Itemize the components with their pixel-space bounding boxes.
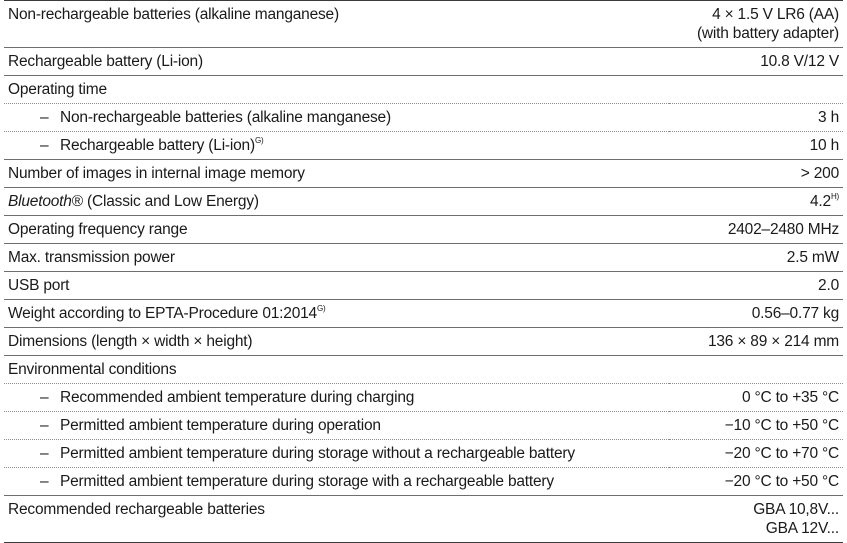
spec-label-text: Weight according to EPTA-Procedure 01:2014 xyxy=(8,305,317,322)
table-row xyxy=(4,1,843,48)
spec-sub-label-text: Non-rechargeable batteries (alkaline manganese) xyxy=(60,109,391,126)
spec-value-line: GBA 10,8V... xyxy=(753,501,839,518)
spec-value: 10 h xyxy=(809,137,839,154)
spec-sub-label-text: Permitted ambient temperature during operation xyxy=(60,417,381,434)
table-row xyxy=(4,76,843,104)
spec-value: −10 °C to +50 °C xyxy=(724,417,839,434)
footnote-marker: G) xyxy=(254,136,264,145)
spec-value xyxy=(669,1,843,48)
spec-value xyxy=(669,496,843,543)
spec-label xyxy=(4,300,669,328)
spec-label: Rechargeable battery (Li-ion) xyxy=(8,53,203,70)
spec-value: 0.56–0.77 kg xyxy=(751,305,839,322)
spec-sub-label-text: Rechargeable battery (Li-ion) xyxy=(60,137,255,154)
dash-marker: – xyxy=(40,389,49,406)
dash-marker: – xyxy=(40,109,49,126)
table-row xyxy=(4,440,843,468)
table-row xyxy=(4,468,843,496)
table-row xyxy=(4,328,843,356)
spec-sub-label xyxy=(4,412,669,440)
spec-label-text: ® (Classic and Low Energy) xyxy=(71,193,259,210)
spec-section-label: Operating time xyxy=(8,81,107,98)
table-row xyxy=(4,132,843,160)
footnote-marker: H) xyxy=(830,192,839,201)
spec-sub-label-text: Permitted ambient temperature during storage with a rechargeable battery xyxy=(60,473,554,490)
spec-value: > 200 xyxy=(800,165,839,182)
dash-marker: – xyxy=(40,417,49,434)
spec-value: 2.0 xyxy=(818,277,839,294)
table-row xyxy=(4,272,843,300)
table-row xyxy=(4,384,843,412)
spec-label: Number of images in internal image memory xyxy=(8,165,305,182)
dash-marker: – xyxy=(40,473,49,490)
table-row xyxy=(4,244,843,272)
spec-value-text: 4.2 xyxy=(810,193,831,210)
spec-section-label: Environmental conditions xyxy=(8,361,177,378)
spec-label: Non-rechargeable batteries (alkaline manganese) xyxy=(8,6,339,23)
spec-value: 2402–2480 MHz xyxy=(727,221,839,238)
spec-value-line: GBA 12V... xyxy=(765,520,839,537)
table-row xyxy=(4,216,843,244)
dash-marker: – xyxy=(40,137,49,154)
spec-value: −20 °C to +50 °C xyxy=(724,473,839,490)
technical-data-table xyxy=(4,0,843,543)
table-row xyxy=(4,496,843,543)
bluetooth-brand: Bluetooth xyxy=(8,193,72,210)
spec-value-line: 4 × 1.5 V LR6 (AA) xyxy=(712,6,839,23)
table-row xyxy=(4,104,843,132)
spec-sub-label xyxy=(4,104,669,132)
spec-label: Max. transmission power xyxy=(8,249,175,266)
table-row xyxy=(4,356,843,384)
dash-marker: – xyxy=(40,445,49,462)
spec-label xyxy=(4,188,669,216)
spec-value: 2.5 mW xyxy=(786,249,839,266)
spec-sub-label xyxy=(4,468,669,496)
spec-value: 10.8 V/12 V xyxy=(760,53,839,70)
spec-value: 136 × 89 × 214 mm xyxy=(707,333,839,350)
table-row xyxy=(4,300,843,328)
spec-value xyxy=(669,356,843,384)
spec-sub-label xyxy=(4,384,669,412)
table-row xyxy=(4,188,843,216)
spec-value xyxy=(669,188,843,216)
spec-label: Dimensions (length × width × height) xyxy=(8,333,253,350)
spec-value: −20 °C to +70 °C xyxy=(724,445,839,462)
spec-sub-label-text: Permitted ambient temperature during storage without a rechargeable battery xyxy=(60,445,575,462)
spec-label: USB port xyxy=(8,277,70,294)
spec-value-line: (with battery adapter) xyxy=(696,25,839,42)
spec-value: 0 °C to +35 °C xyxy=(741,389,839,406)
spec-label: Recommended rechargeable batteries xyxy=(8,501,265,518)
spec-sub-label-text: Recommended ambient temperature during charging xyxy=(60,389,415,406)
spec-sub-label xyxy=(4,440,669,468)
spec-label: Operating frequency range xyxy=(8,221,188,238)
spec-sub-label xyxy=(4,132,669,160)
table-row xyxy=(4,160,843,188)
table-row xyxy=(4,48,843,76)
table-row xyxy=(4,412,843,440)
spec-value xyxy=(669,76,843,104)
spec-value: 3 h xyxy=(818,109,839,126)
footnote-marker: G) xyxy=(316,304,326,313)
